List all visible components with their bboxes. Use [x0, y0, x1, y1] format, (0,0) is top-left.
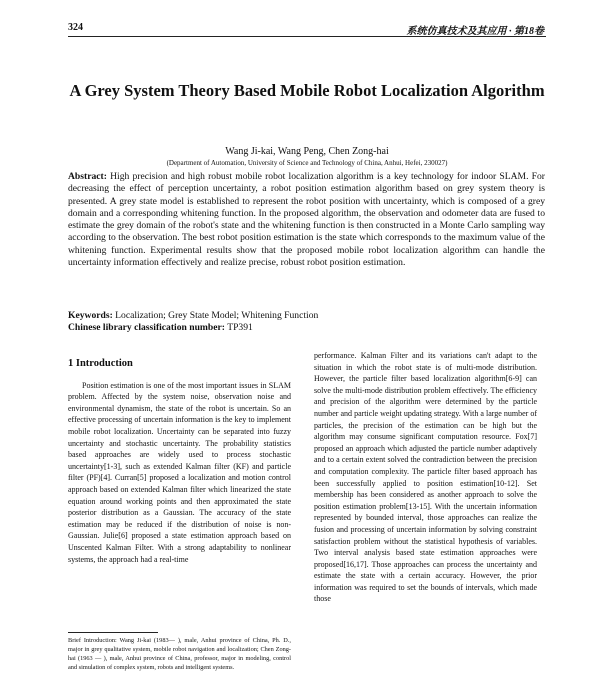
paper-title: A Grey System Theory Based Mobile Robot Localization Algorithm — [69, 81, 545, 100]
abstract — [68, 171, 545, 269]
intro-paragraph-left: Position estimation is one of the most important issues in SLAM problem. Affected by the system noise, observation noise and environmental dynamism, the state of the robot is uncertain. So an effective processing of uncertain information is the key to implement mobile robot localization. Uncertainty can be separated into fuzzy uncertainty and stochastic uncertainty. The probability statistics based approaches are widely used to process stochastic uncertainty[1-3], such as extended Kalman filter (KF) and particle filter (PF)[4]. Curran[5] proposed a localization and motion control approach based on extended Kalman filter which linearized the state equation around working points and then approximated the state posterior distribution as a Gaussian. The accuracy of the state estimation may be reduced if the distribution of noise is non-Gaussian. Julie[6] proposed a state estimation approach based on Unscented Kalman Filter. With a strong adaptability to nonlinear systems, the approach had a real-time — [68, 380, 291, 564]
left-column — [68, 350, 291, 565]
affiliation: (Department of Automation, University of Science and Technology of China, Anhui, Hefei, 230027) — [166, 159, 448, 167]
abstract-label: Abstract: — [68, 171, 107, 182]
running-header — [68, 22, 544, 36]
abstract-text: High precision and high robust mobile robot localization algorithm is a key technology for indoor SLAM. For decreasing the effect of perception uncertainty, a robot position estimation algorithm based on grey system theory is presented. A grey state model is established to represent the robot position with uncertainty, which is composed of a grey domain and a corresponding whitening function. In the proposed algorithm, the observation and odometer data are fused to estimate the grey domain of the robot's state and the whitening function is then constructed in a Monte Carlo sampling way according to the observation. The best robot position estimation is the state which corresponds to the maximum value of the whitening function. Experimental results show that the proposed mobile robot localization algorithm can handle the uncertainty information effectively and realize precise, robust robot position estimation. — [68, 171, 545, 269]
journal-issue: 系统仿真技术及其应用 · 第18卷 — [406, 26, 544, 37]
keywords — [68, 310, 545, 322]
right-column — [314, 350, 537, 605]
keywords-text: Localization; Grey State Model; Whitening Function — [115, 310, 319, 321]
classification — [68, 322, 545, 334]
classification-label: Chinese library classification number: — [68, 322, 225, 333]
author-footnote: Brief Introduction: Wang Ji-kai (1983— ), male, Anhui province of China, Ph. D., major in grey qualitative system, mobile robot navigation and localization; Chen Zong-hai (1963 — ), male, Anhui province of China, professor, major in modeling, control and simulation of complex system, robots and intelligent systems. — [68, 637, 291, 671]
classification-number: TP391 — [227, 322, 253, 333]
intro-paragraph-right: performance. Kalman Filter and its variations can't adapt to the situation in which the robot state is of multi-mode distribution. However, the particle filter based localization algorithm[6-9] can solve the multi-mode distribution problem effectively. The efficiency and precision of the algorithm were determined by the particle number and particle weight updating strategy. With a large number of particles, the precision of the estimation can be high but the algorithm may consume significant computation resource. Fox[7] proposed an approach which adjusted the particle number adaptively and to a certain extent solved the contradiction between the precision and computation complexity. The particle filter based approach has been successfully applied to position estimation[10-12]. Set membership has been considered as another approach to solve the position estimation problem[13-15]. With the uncertain information represented by bounded interval, those approaches can realize the fusion and processing of uncertain information by solving constraint satisfaction problem without the statistical hypothesis of variables. Two interval analysis based state estimation approaches were proposed[16,17]. Those approaches can process the uncertainty and estimate the state with a certain accuracy. However, the prior information was required to set the bounds of intervals, which made those — [314, 351, 537, 604]
keywords-label: Keywords: — [68, 310, 113, 321]
footnote-rule — [68, 632, 158, 633]
page-number: 324 — [68, 22, 83, 33]
author-list: Wang Ji-kai, Wang Peng, Chen Zong-hai — [225, 146, 389, 157]
header-rule — [68, 36, 546, 37]
section-heading: 1 Introduction — [68, 358, 133, 369]
